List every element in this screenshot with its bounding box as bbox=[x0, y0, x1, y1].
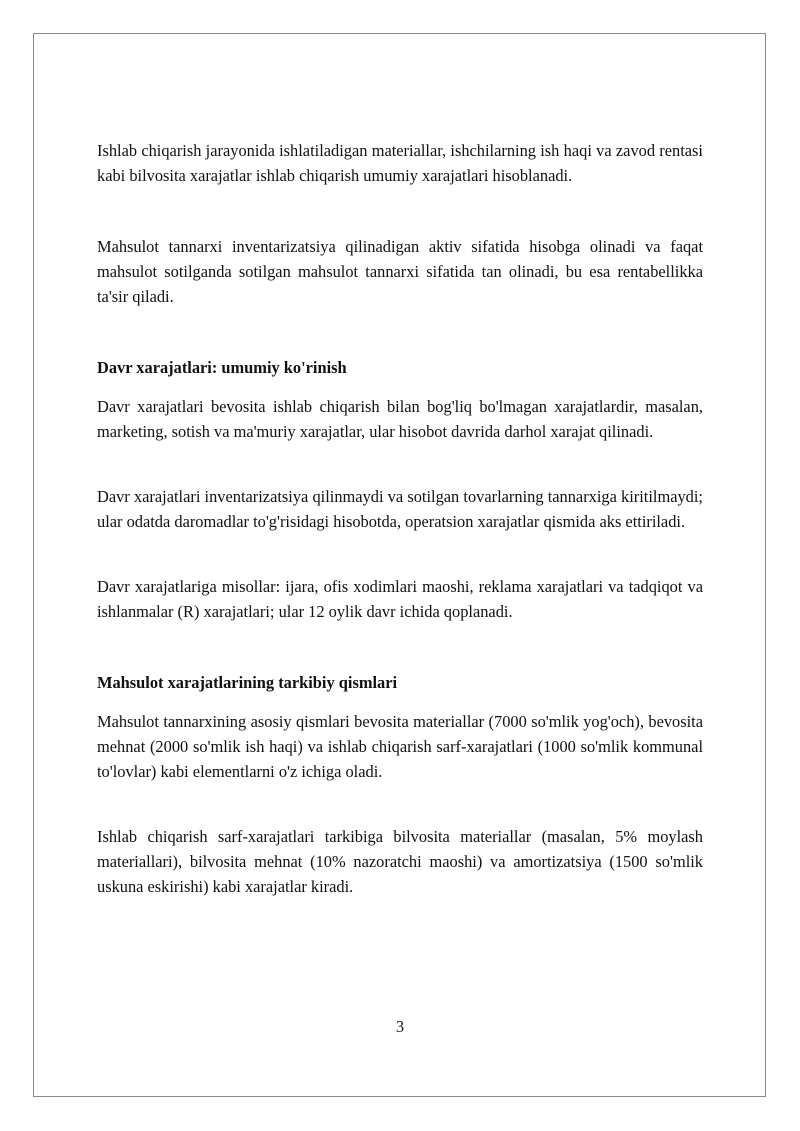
paragraph: Ishlab chiqarish sarf-xarajatlari tarkibiga bilvosita materiallar (masalan, 5% moylash materiallari), bilvosita mehnat (10% nazoratchi maoshi) va amortizatsiya (1500 so'mlik uskuna eskirishi) kabi xarajatlar kiradi. bbox=[97, 827, 703, 896]
paragraph: Davr xarajatlari inventarizatsiya qilinmaydi va sotilgan tovarlarning tannarxiga kiritilmaydi; ular odatda daromadlar to'g'risidagi hisobotda, operatsion xarajatlar qismida aks ettiriladi. bbox=[97, 487, 703, 531]
paragraph: Davr xarajatlariga misollar: ijara, ofis xodimlari maoshi, reklama xarajatlari va tadqiqot va ishlanmalar (R) xarajatlari; ular 12 oylik davr ichida qoplanadi. bbox=[97, 577, 703, 621]
paragraph: Ishlab chiqarish jarayonida ishlatiladigan materiallar, ishchilarning ish haqi va zavod rentasi kabi bilvosita xarajatlar ishlab chiqarish umumiy xarajatlari hisoblanadi. bbox=[97, 141, 703, 185]
section-heading: Mahsulot xarajatlarining tarkibiy qismlari bbox=[97, 673, 398, 692]
section-heading: Davr xarajatlari: umumiy ko'rinish bbox=[97, 358, 347, 377]
paragraph: Davr xarajatlari bevosita ishlab chiqarish bilan bog'liq bo'lmagan xarajatlardir, masalan, marketing, sotish va ma'muriy xarajatlar, ular hisobot davrida darhol xarajat qilinadi. bbox=[97, 397, 703, 441]
page-number: 3 bbox=[395, 1017, 405, 1036]
paragraph: Mahsulot tannarxining asosiy qismlari bevosita materiallar (7000 so'mlik yog'och), bevosita mehnat (2000 so'mlik ish haqi) va ishlab chiqarish sarf-xarajatlari (1000 so'mlik kommunal to'lovlar) kabi elementlarni o'z ichiga oladi. bbox=[97, 712, 703, 781]
paragraph: Mahsulot tannarxi inventarizatsiya qilinadigan aktiv sifatida hisobga olinadi va faqat mahsulot sotilganda sotilgan mahsulot tannarxi sifatida tan olinadi, bu esa rentabellikka ta'sir qiladi. bbox=[97, 237, 703, 306]
document-body bbox=[97, 138, 703, 899]
